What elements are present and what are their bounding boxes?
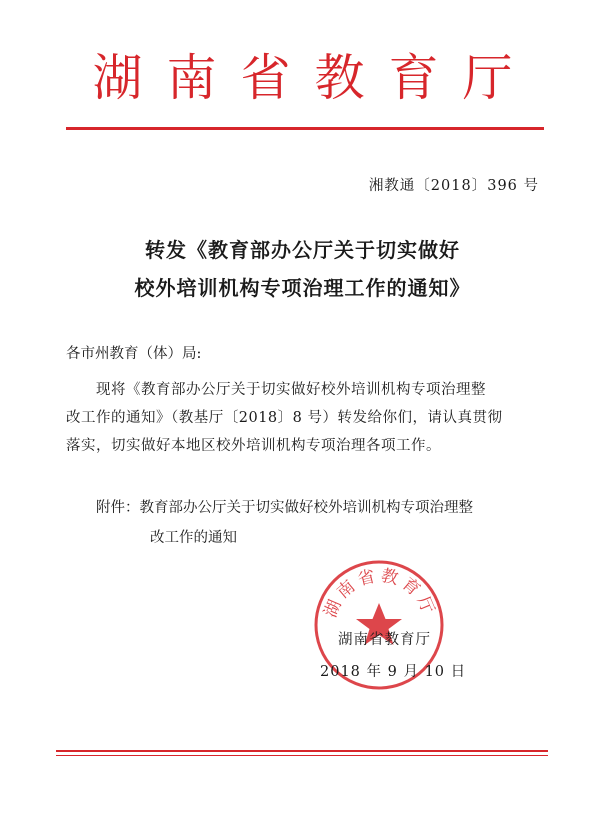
letterhead-divider	[66, 127, 544, 130]
signature-date: 2018 年 9 月 10 日	[320, 664, 467, 680]
body-line-2: 改工作的通知》（教基厅〔2018〕8 号）转发给你们，请认真贯彻	[66, 410, 503, 426]
recipient: 各市州教育（体）局:	[66, 346, 202, 362]
seal-text: 湖南省教育厅	[320, 565, 440, 621]
letterhead-title: 湖南省教育厅	[92, 49, 537, 107]
footer-divider-thin	[56, 755, 548, 756]
attachment-line-2: 改工作的通知	[150, 530, 237, 546]
document-title-line-1: 转发《教育部办公厅关于切实做好	[145, 238, 460, 262]
document-number: 湘教通〔2018〕396 号	[368, 178, 539, 194]
document-title-line-2: 校外培训机构专项治理工作的通知》	[134, 276, 471, 300]
body-line-3: 落实，切实做好本地区校外培训机构专项治理各项工作。	[66, 438, 441, 454]
signature-organization: 湖南省教育厅	[338, 632, 431, 648]
attachment-line-1: 附件：教育部办公厅关于切实做好校外培训机构专项治理整	[96, 500, 473, 516]
footer-divider-thick	[56, 750, 548, 752]
body-line-1: 现将《教育部办公厅关于切实做好校外培训机构专项治理整	[96, 382, 486, 398]
